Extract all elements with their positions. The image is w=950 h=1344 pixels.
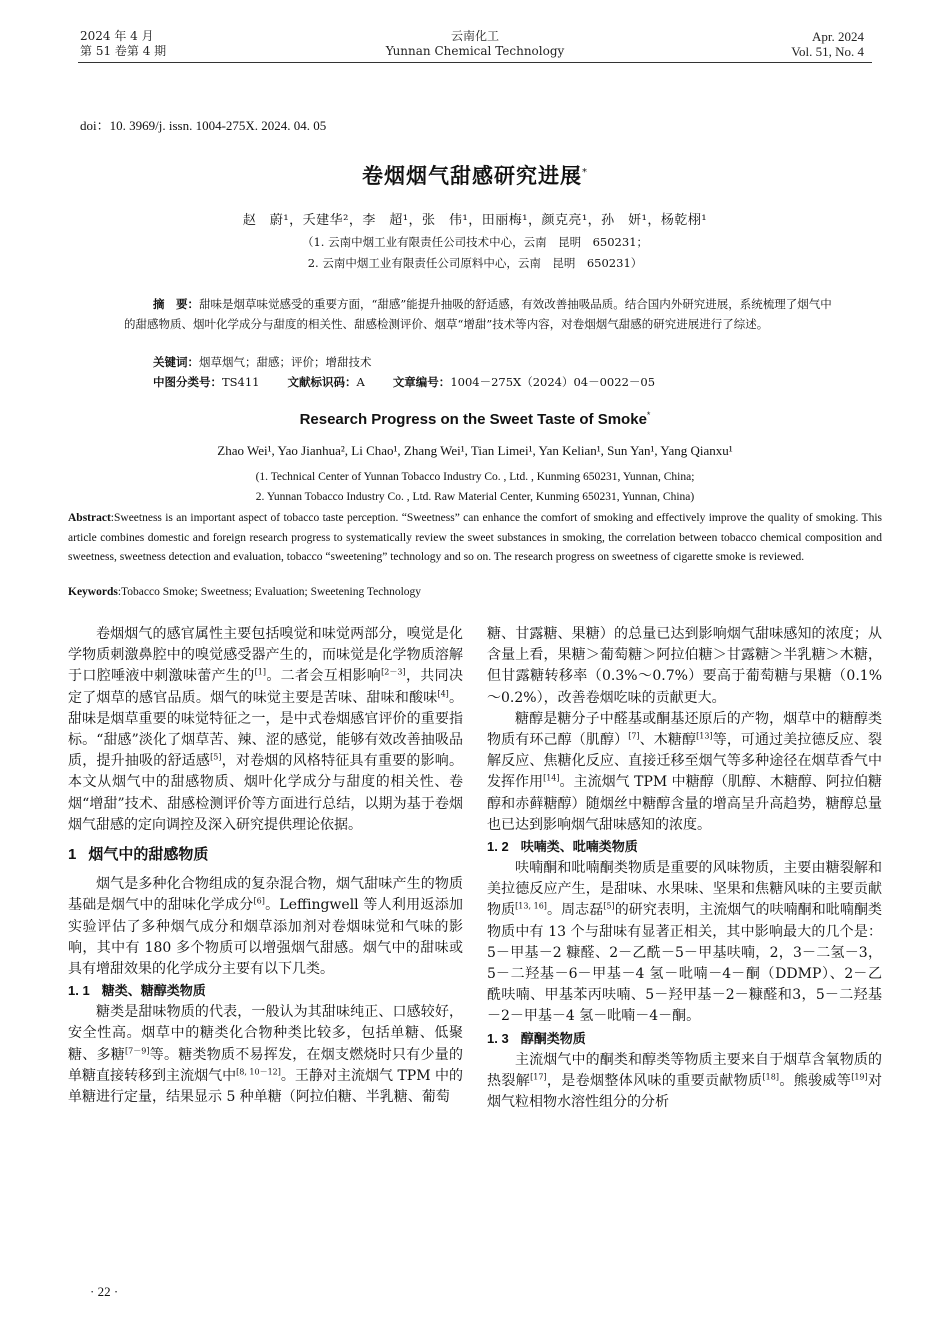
citation: [17] <box>530 1072 547 1082</box>
citation: [5] <box>603 901 615 911</box>
abstract-cn-text: 甜味是烟草味觉感受的重要方面，“甜感”能提升抽吸的舒适感，有效改善抽吸品质。结合国内外研究进展，系统梳理了烟气中的甜感物质、烟叶化学成分与甜度的相关性、甜感检测评价、烟草“增甜”技术等内容，对卷烟烟气甜感的研究进展进行了综述。 <box>124 297 832 331</box>
section-1-3-heading: 1. 3 醇酮类物质 <box>487 1030 586 1047</box>
clc-label: 中图分类号： <box>153 375 222 389</box>
abstract-en <box>68 509 882 568</box>
citation: [1] <box>254 667 266 677</box>
article-number-label: 文章编号： <box>392 375 451 389</box>
authors-cn: 赵 蔚¹，夭建华²，李 超¹，张 伟¹，田丽梅¹，颜克亮¹，孙 妍¹，杨乾栩¹ <box>242 213 708 228</box>
citation: [4] <box>437 688 449 698</box>
title-en-mark: * <box>646 410 651 420</box>
section-1-1-paragraph: 糖类是甜味物质的代表，一般认为其甜味纯正、口感较好，安全性高。烟草中的糖类化合物种类比较多，包括单糖、低聚糖、多糖[7－9]等。糖类物质不易挥发，在烟支燃烧时只有少量的单糖直接转移到主流烟气中[8, 10－12]。王静对主流烟气 TPM 中的单糖进行定量，结果显示 5 种单糖（阿拉伯糖、半乳糖、葡萄 <box>68 1004 464 1106</box>
citation: [7] <box>628 731 640 741</box>
body-column-left <box>68 624 463 1108</box>
doc-code-label: 文献标识码： <box>287 375 357 389</box>
affiliation-en-2: 2. Yunnan Tobacco Industry Co. , Ltd. Raw Material Center, Kunming 650231, Yunnan, China) <box>255 491 695 503</box>
abstract-cn-label: 摘 要： <box>153 297 199 311</box>
section-1-heading: 1 烟气中的甜感物质 <box>68 845 209 864</box>
body-column-right <box>487 624 882 1113</box>
citation: [18] <box>762 1072 779 1082</box>
doi: doi：10. 3969/j. issn. 1004-275X. 2024. 04. 05 <box>80 118 327 133</box>
keywords-en-text: :Tobacco Smoke; Sweetness; Evaluation; Sweetening Technology <box>117 586 422 598</box>
section-1-2-paragraph: 呋喃酮和吡喃酮类物质是重要的风味物质，主要由糖裂解和美拉德反应产生，是甜味、水果味、坚果和焦糖风味的主要贡献物质[13, 16]。周志磊[5]的研究表明，主流烟气的呋喃酮和吡喃酮类物质中有 13 个与甜味有显著正相关，其中影响最大的几个是：5－甲基－2 糠醛、2－乙酰－5－甲基呋喃，2，3－二氢－3，5－二羟基－6－甲基－4 氢－吡喃－4－酮（DDMP）、2－乙酰呋喃、甲基苯丙呋喃、5－羟甲基－2－糠醛和3，5－二羟基－2－甲基－4 氢－吡喃－4－酮。 <box>487 860 883 1025</box>
section-1-1-heading: 1. 1 糖类、糖醇类物质 <box>68 983 206 1000</box>
affiliation-cn-2: 2. 云南中烟工业有限责任公司原料中心，云南 昆明 650231） <box>307 256 643 270</box>
title-en <box>0 410 950 428</box>
article-number-value: 1004－275X（2024）04－0022－05 <box>450 375 656 389</box>
citation: [6] <box>253 896 265 906</box>
classification-cn <box>153 374 655 390</box>
affiliation-cn-1: （1. 云南中烟工业有限责任公司技术中心，云南 昆明 650231； <box>301 235 649 249</box>
journal-name-cn: 云南化工 <box>450 29 499 43</box>
keywords-cn-text: 烟草烟气；甜感；评价；增甜技术 <box>199 355 372 369</box>
header-volume-en: Vol. 51, No. 4 <box>791 44 864 59</box>
authors-en: Zhao Wei¹, Yao Jianhua², Li Chao¹, Zhang Wei¹, Tian Limei¹, Yan Kelian¹, Sun Yan¹, Yang Qianxu¹ <box>217 443 733 458</box>
citation: [19] <box>851 1072 868 1082</box>
abstract-en-label: Abstract <box>68 512 111 524</box>
page-number: · 22 · <box>90 1284 119 1299</box>
intro-paragraph: 卷烟烟气的感官属性主要包括嗅觉和味觉两部分，嗅觉是化学物质刺激鼻腔中的嗅觉感受器产生的，而味觉是化学物质溶解于口腔唾液中刺激味蕾产生的[1]。二者会互相影响[2－3]，共同决定了烟草的感官品质。烟气的味觉主要是苦味、甜味和酸味[4]。甜味是烟草重要的味觉特征之一，是中式卷烟感官评价的重要指标。“甜感”淡化了烟草苦、辣、涩的感觉，能够有效改善抽吸品质，提升抽吸的舒适感[5]，对卷烟的风格特征具有重要的影响。本文从烟气中的甜感物质、烟叶化学成分与甜度的相关性、卷烟“增甜”技术、甜感检测评价等方面进行总结，以期为基于卷烟烟气甜感的定向调控及深入研究提供理论依据。 <box>68 626 464 833</box>
section-1-1-paragraph-2: 糖醇是糖分子中醛基或酮基还原后的产物，烟草中的糖醇类物质有环己醇（肌醇）[7]、木糖醇[13]等，可通过美拉德反应、裂解反应、焦糖化反应、直接迁移至烟气等多种途径在烟草香气中发挥作用[14]。主流烟气 TPM 中糖醇（肌醇、木糖醇、阿拉伯糖醇和赤藓糖醇）随烟丝中糖醇含量的增高呈升高趋势，糖醇总量也已达到影响烟气甜味感知的浓度。 <box>487 710 883 833</box>
keywords-en <box>68 586 421 598</box>
citation: [7－9] <box>125 1046 150 1055</box>
doc-code-value: A <box>356 375 365 389</box>
clc-value: TS411 <box>222 375 260 389</box>
citation: [5] <box>210 752 222 762</box>
header-right <box>791 29 864 59</box>
header-date-cn: 2024 年 4 月 <box>80 29 154 43</box>
header-rule <box>78 62 872 63</box>
title-cn <box>0 160 950 190</box>
affiliation-en-1: (1. Technical Center of Yunnan Tobacco Industry Co. , Ltd. , Kunming 650231, Yunnan, China; <box>255 471 695 483</box>
keywords-cn-label: 关键词： <box>153 355 199 369</box>
citation: [8, 10－12] <box>236 1067 281 1077</box>
citation: [2－3] <box>381 667 406 677</box>
citation: [13] <box>696 731 713 741</box>
citation: [13, 16] <box>515 901 547 911</box>
title-cn-text: 卷烟烟气甜感研究进展 <box>362 164 582 188</box>
citation: [14] <box>543 773 560 783</box>
section-1-paragraph: 烟气是多种化合物组成的复杂混合物，烟气甜味产生的物质基础是烟气中的甜味化学成分[6]。Leffingwell 等人利用返添加实验评估了多种烟气成分和烟草添加剂对卷烟味觉和气味的影响，其中有 180 多个物质可以增强烟气甜感。烟气中的甜味或具有增甜效果的化学成分主要有以下几类。 <box>68 876 463 978</box>
journal-name-en: Yunnan Chemical Technology <box>385 44 565 58</box>
abstract-cn <box>124 294 832 334</box>
keywords-cn <box>153 354 372 370</box>
title-en-text: Research Progress on the Sweet Taste of Smoke <box>299 411 647 428</box>
header-volume-cn: 第 51 卷第 4 期 <box>80 44 167 58</box>
section-1-3-paragraph: 主流烟气中的酮类和醇类等物质主要来自于烟草含氧物质的热裂解[17]，是卷烟整体风味的重要贡献物质[18]。熊骏威等[19]对烟气粒相物水溶性组分的分析 <box>487 1051 883 1111</box>
keywords-en-label: Keywords <box>68 586 118 598</box>
abstract-en-text: :Sweetness is an important aspect of tobacco taste perception. “Sweetness” can enhance the comfort of smoking and effectively improve the quality of smoking. This article combines domestic and foreign research progress to systematically review the sweet substances in smoking, the correlation between tobacco chemical composition and sweetness, sweetness detection and evaluation, tobacco “sweetening” technology and so on. The research progress on sweetness of cigarette smoke is reviewed. <box>68 512 882 563</box>
header-date-en: Apr. 2024 <box>812 29 864 44</box>
section-1-1-continued: 糖、甘露糖、果糖）的总量已达到影响烟气甜味感知的浓度；从含量上看，果糖＞葡萄糖＞阿拉伯糖＞甘露糖＞半乳糖＞木糖，但甘露糖转移率（0.3%～0.7%）要高于葡萄糖与果糖（0.1%～0.2%），改善卷烟吃味的贡献更大。 <box>487 626 882 706</box>
title-cn-mark: * <box>582 167 588 178</box>
section-1-2-heading: 1. 2 呋喃类、吡喃类物质 <box>487 839 638 856</box>
